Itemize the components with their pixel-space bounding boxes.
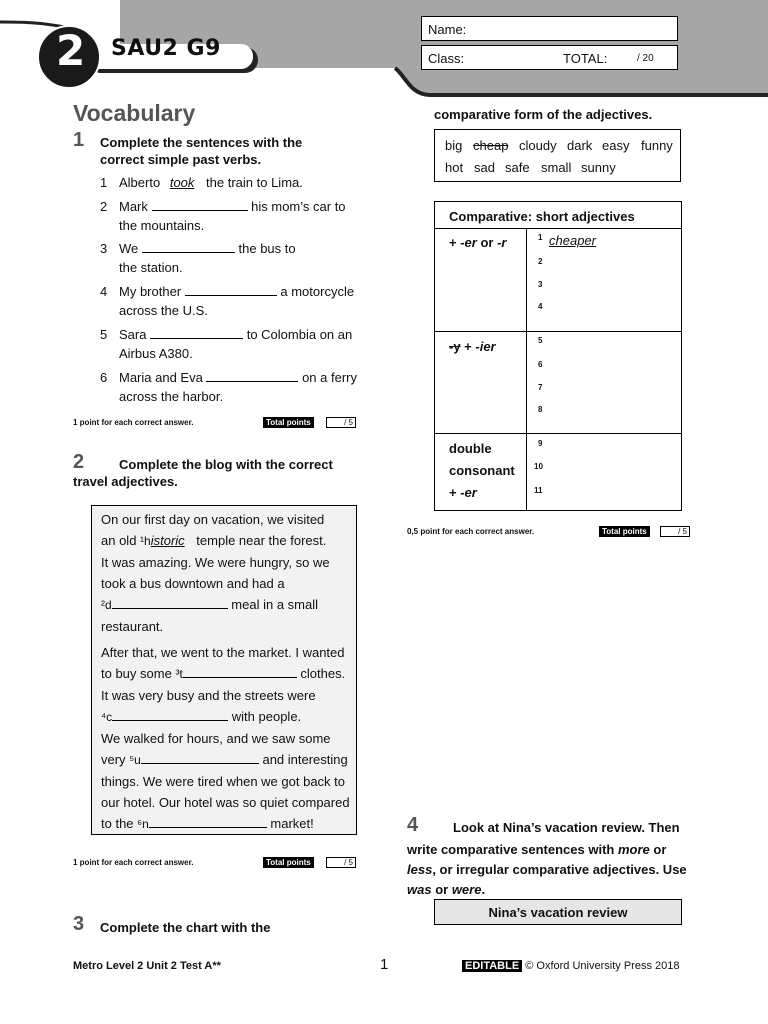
editable-badge: EDITABLE [462,960,522,972]
slot-number[interactable]: 10 [534,462,543,471]
footer-copyright-line [462,960,679,972]
blog-blank-3[interactable] [183,665,297,678]
name-label: Name: [428,22,467,37]
slot-number[interactable]: 11 [534,486,543,495]
ex3-total-points-label: Total points [599,526,650,537]
ex1-number: 1 [73,129,85,151]
slot-number[interactable]: 2 [538,257,543,266]
comparative-chart [434,201,682,511]
word: big [445,138,463,153]
ex1-total-points-box[interactable]: / 5 [326,417,356,428]
ex2-total-points-label: Total points [263,857,314,868]
word: safe [505,160,530,175]
word: dark [567,138,593,153]
slot-number[interactable]: 9 [538,439,543,448]
ex3-total-points-box[interactable]: / 5 [660,526,690,537]
section-title: Vocabulary [73,100,196,126]
page-number: 1 [380,956,389,973]
slot-number[interactable]: 5 [538,336,543,345]
chart-category-double: double consonant + -er [449,441,515,500]
answer-blank[interactable] [142,240,235,253]
blog-blank-6[interactable] [149,815,267,828]
ex2-total-points-box[interactable]: / 5 [326,857,356,868]
total-label: TOTAL: [563,51,608,66]
blog-box [91,505,357,835]
total-max: / 20 [637,53,654,64]
word: cloudy [519,138,557,153]
ex4-title-line1: Look at Nina’s vacation review. Then [453,820,680,835]
ex1-points-text: 1 point for each correct answer. [73,418,194,427]
unit-code: SAU2 G9 [111,36,221,61]
ex4-number: 4 [407,814,419,836]
word: sunny [581,160,616,175]
unit-number: 2 [56,26,86,75]
blog-blank-4[interactable] [112,708,228,721]
answer-blank[interactable] [185,283,277,296]
word: hot [445,160,464,175]
review-title-box: Nina’s vacation review [434,899,682,925]
ex3-number: 3 [73,913,85,935]
word-box [434,129,681,182]
word-crossed: cheap [473,138,509,153]
class-field[interactable] [421,45,678,70]
blog-blank-5[interactable] [141,751,259,764]
ex2-points-text: 1 point for each correct answer. [73,858,194,867]
word: funny [641,138,673,153]
ex2-title-line1: Complete the blog with the correct [119,457,333,472]
slot-number[interactable]: 7 [538,383,543,392]
word: easy [602,138,630,153]
slot-number: 1 [538,233,543,242]
ex2-number: 2 [73,451,85,473]
ex4-title-rest: write comparative sentences with more or less, or irregular comparative adjectives. Use was or were. [407,842,687,897]
chart-category-ier: -y + -ier [449,339,496,354]
blog-paragraph-1: On our first day on vacation, we visited an old ¹historic temple near the forest. It was amazing. We were hungry, so we took a bus downtown and had a ²d meal in a small restaurant. [101,512,330,634]
ex3-title-cont: comparative form of the adjectives. [434,107,653,122]
ex2-title-line2: travel adjectives. [73,474,178,489]
word: small [541,160,572,175]
ex1-total-points-label: Total points [263,417,314,428]
ex3-title: Complete the chart with the [100,920,271,935]
slot-number[interactable]: 3 [538,280,543,289]
slot-number[interactable]: 6 [538,360,543,369]
ex3-points-text: 0,5 point for each correct answer. [407,527,535,536]
chart-header: Comparative: short adjectives [449,209,635,224]
blog-blank-2[interactable] [112,596,228,609]
slot-number[interactable]: 4 [538,302,543,311]
ex1-title: Complete the sentences with the correct simple past verbs. [100,135,303,167]
answer-example: took [169,175,195,190]
footer-course: Metro Level 2 Unit 2 Test A** [73,960,221,972]
slot-number[interactable]: 8 [538,405,543,414]
name-field[interactable] [421,16,678,41]
answer-blank[interactable] [150,326,243,339]
chart-answer-example: cheaper [549,233,596,248]
word: sad [474,160,495,175]
answer-blank[interactable] [152,198,248,211]
blog-paragraph-2: After that, we went to the market. I wanted to buy some ³t clothes. It was very busy and the streets were ⁴c with people. We walked for hours, and we saw some very ⁵u and interesting things. We were tired when we got back to our hotel. Our hotel was so quiet compared to the ⁶n market! [101,645,350,831]
answer-blank[interactable] [206,369,298,382]
blog-answer-example: istoric [150,533,185,548]
class-label: Class: [428,51,465,66]
chart-category-er: + -er or -r [449,235,507,250]
copyright: © Oxford University Press 2018 [525,960,680,972]
